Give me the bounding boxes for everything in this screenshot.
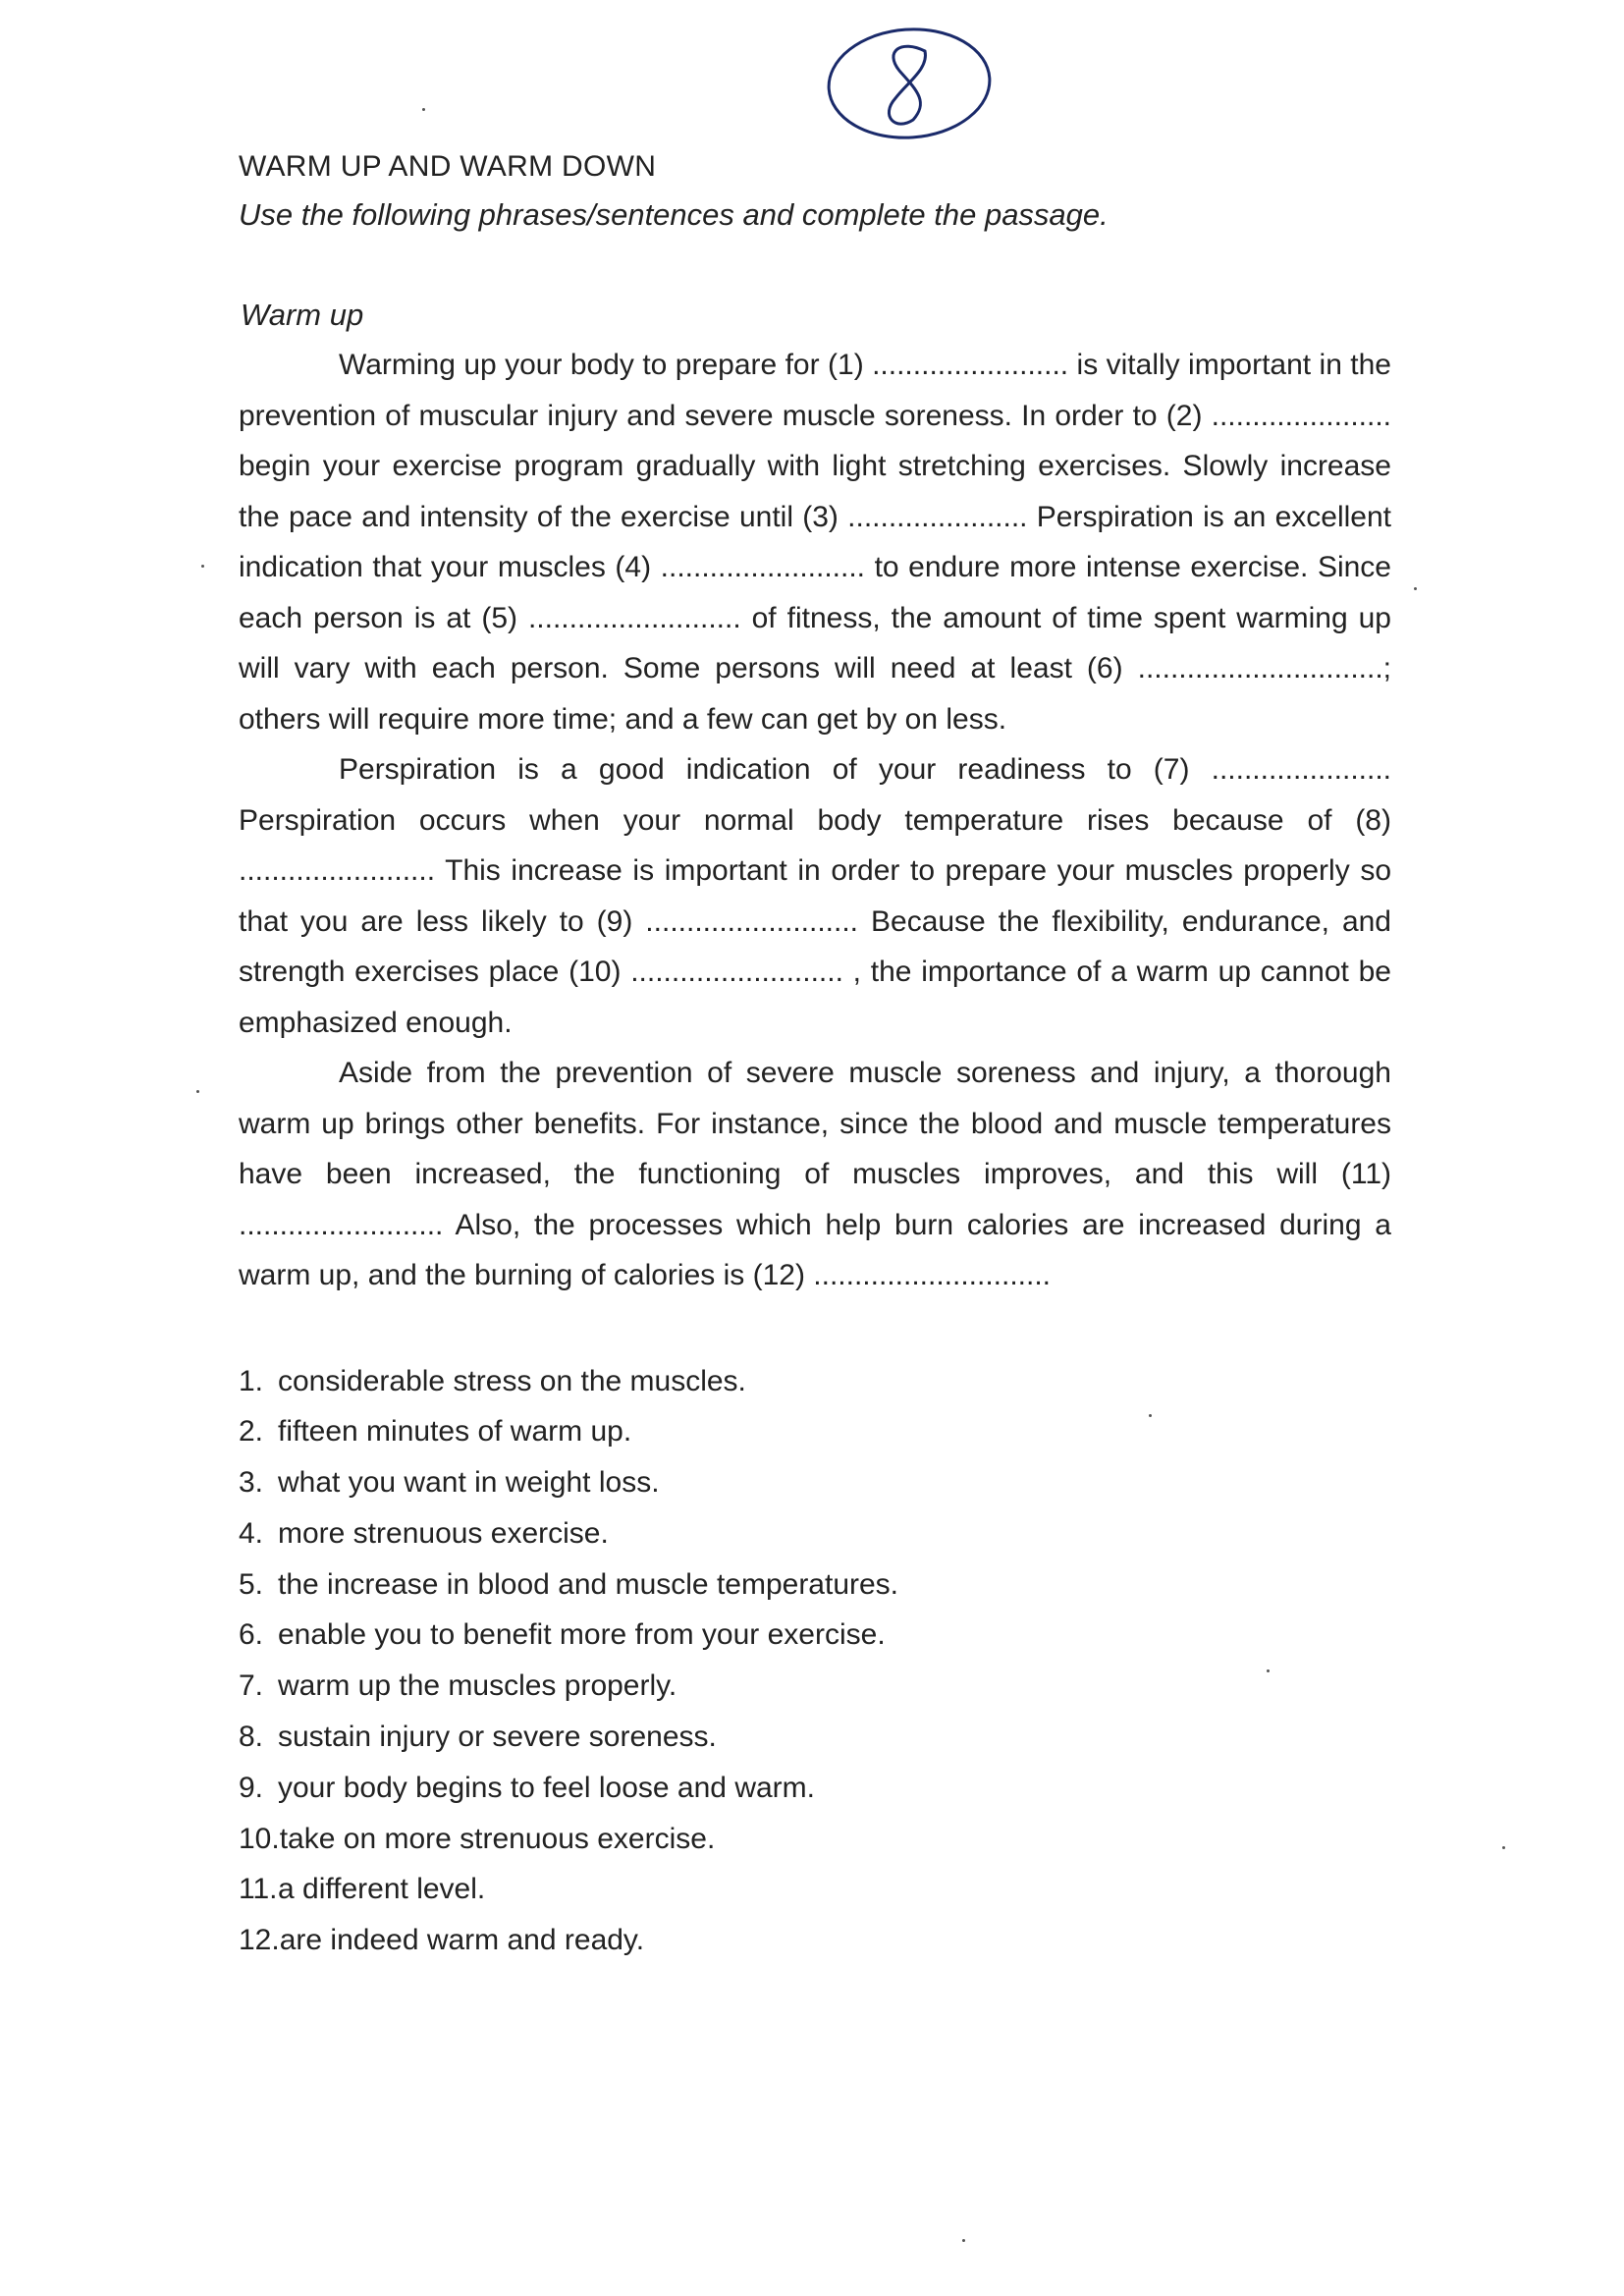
option-number: 6. xyxy=(239,1618,264,1652)
passage-paragraph-1: Warming up your body to prepare for (1) ........................ is vitally important in the prevention of muscular injury and severe muscle soreness. In order to (2) ...................... begin your exercise program gradually with light stretching exercises. Slowly increase the pace and intensity of the exercise until (3) ...................... Perspiration is an excellent indication that your muscles (4) ......................... to endure more intense exercise. Since each person is at (5) .......................... of fitness, the amount of time spent warming up will vary with each person. Some persons will need at least (6) ..............................; others will require more time; and a few can get by on less. xyxy=(239,349,1391,736)
option-number: 12. xyxy=(239,1924,280,1957)
list-item xyxy=(239,1610,1391,1661)
list-item xyxy=(239,1712,1391,1763)
list-item xyxy=(239,1763,1391,1814)
option-text: considerable stress on the muscles. xyxy=(278,1364,746,1397)
option-text: take on more strenuous exercise. xyxy=(279,1822,716,1855)
option-text: sustain injury or severe soreness. xyxy=(278,1721,717,1754)
option-text: the increase in blood and muscle temperatures. xyxy=(278,1567,899,1601)
passage-paragraph-2: Perspiration is a good indication of your readiness to (7) ...................... Perspiration occurs when your normal body temperature rises because of (8) ........................ This increase is important in order to prepare your muscles properly so that you are less likely to (9) .......................... Because the flexibility, endurance, and strength exercises place (10) .......................... , the importance of a warm up cannot be emphasized enough. xyxy=(239,753,1391,1039)
scan-speck xyxy=(1414,587,1417,590)
option-text: more strenuous exercise. xyxy=(278,1516,609,1550)
worksheet xyxy=(239,147,1391,1966)
option-number: 11. xyxy=(239,1873,278,1906)
answer-options-list xyxy=(239,1356,1391,1967)
option-number: 2. xyxy=(239,1415,264,1449)
instructions: Use the following phrases/sentences and complete the passage. xyxy=(239,197,1109,232)
option-number: 7. xyxy=(239,1669,264,1703)
option-number: 4. xyxy=(239,1516,264,1550)
passage-paragraph-3: Aside from the prevention of severe muscle soreness and injury, a thorough warm up brings other benefits. For instance, since the blood and muscle temperatures have been increased, the functioning of muscles improves, and this will (11) ......................... Also, the processes which help burn calories are increased during a warm up, and the burning of calories is (12) ............................. xyxy=(239,1057,1391,1291)
list-item xyxy=(239,1915,1391,1966)
scan-speck xyxy=(422,108,425,111)
option-text: are indeed warm and ready. xyxy=(279,1924,645,1957)
option-text: your body begins to feel loose and warm. xyxy=(278,1771,815,1804)
option-number: 8. xyxy=(239,1721,264,1754)
option-text: what you want in weight loss. xyxy=(278,1466,660,1500)
list-item xyxy=(239,1356,1391,1407)
option-text: a different level. xyxy=(278,1873,486,1906)
list-item xyxy=(239,1508,1391,1559)
handwritten-page-number xyxy=(823,22,996,145)
scan-speck xyxy=(962,2239,965,2242)
scan-speck xyxy=(196,1090,199,1093)
list-item xyxy=(239,1457,1391,1508)
worksheet-heading: WARM UP AND WARM DOWN xyxy=(239,150,657,183)
list-item xyxy=(239,1661,1391,1712)
scan-speck xyxy=(1149,1414,1152,1417)
list-item xyxy=(239,1406,1391,1457)
section-title: Warm up xyxy=(241,298,364,332)
option-number: 10. xyxy=(239,1822,280,1855)
scan-speck xyxy=(201,565,204,568)
option-text: fifteen minutes of warm up. xyxy=(278,1415,632,1449)
list-item xyxy=(239,1814,1391,1865)
scan-speck xyxy=(1502,1846,1505,1849)
option-number: 9. xyxy=(239,1771,264,1804)
option-text: warm up the muscles properly. xyxy=(278,1669,677,1703)
option-number: 5. xyxy=(239,1567,264,1601)
scan-speck xyxy=(1267,1669,1270,1672)
option-number: 1. xyxy=(239,1364,264,1397)
list-item xyxy=(239,1559,1391,1611)
option-text: enable you to benefit more from your exercise. xyxy=(278,1618,886,1652)
list-item xyxy=(239,1864,1391,1915)
option-number: 3. xyxy=(239,1466,264,1500)
